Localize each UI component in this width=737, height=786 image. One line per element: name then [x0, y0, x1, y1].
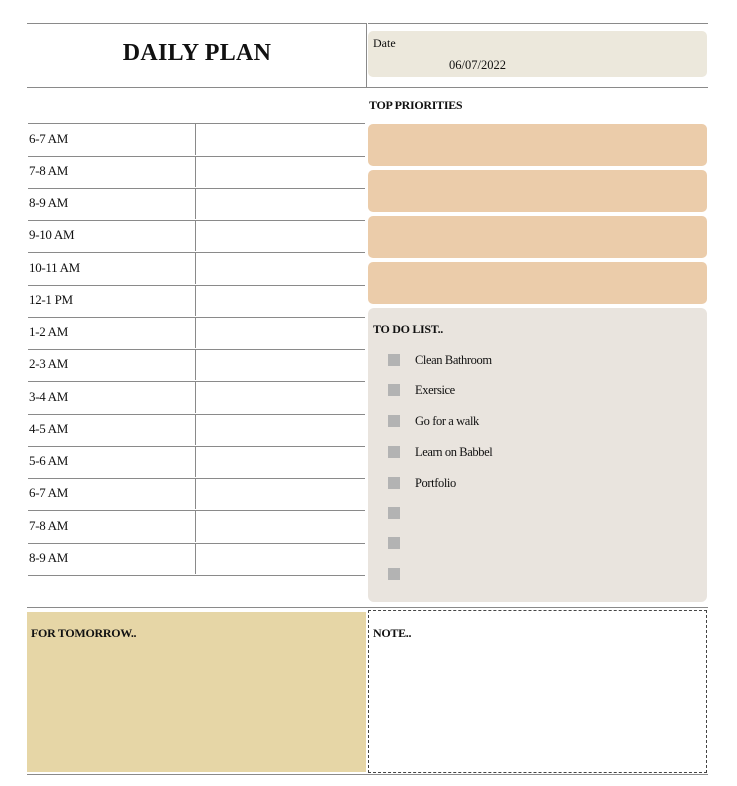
priority-field-2[interactable] — [368, 170, 707, 212]
schedule-row — [28, 478, 365, 511]
schedule-row — [28, 543, 365, 576]
date-label: Date — [373, 36, 396, 50]
schedule-entry[interactable] — [195, 156, 365, 187]
schedule-entry[interactable] — [195, 478, 365, 509]
schedule-row — [28, 285, 365, 318]
schedule-row — [28, 317, 365, 350]
schedule-time: 8-9 AM — [29, 550, 69, 565]
priority-field-3[interactable] — [368, 216, 707, 258]
page-title: DAILY PLAN — [122, 40, 272, 66]
priority-field-1[interactable] — [368, 124, 707, 166]
todo-item — [388, 567, 688, 583]
top-priorities-heading: TOP PRIORITIES — [369, 98, 463, 112]
schedule-time: 6-7 AM — [29, 131, 69, 146]
schedule-entry[interactable] — [195, 511, 365, 542]
schedule-time: 9-10 AM — [29, 227, 75, 242]
schedule-time: 7-8 AM — [29, 163, 69, 178]
todo-item — [388, 383, 688, 399]
top-border-left — [27, 23, 366, 24]
schedule-row — [28, 253, 365, 286]
schedule-row — [28, 124, 365, 157]
todo-item — [388, 476, 688, 492]
top-border-right — [368, 23, 708, 24]
schedule-row — [28, 382, 365, 415]
todo-item-text[interactable]: Clean Bathroom — [415, 353, 492, 367]
todo-item — [388, 506, 688, 522]
schedule-entry[interactable] — [195, 285, 365, 316]
schedule-row — [28, 414, 365, 447]
todo-list-heading: TO DO LIST.. — [373, 322, 443, 336]
for-tomorrow-box[interactable] — [27, 612, 366, 772]
todo-item-text[interactable]: Learn on Babbel — [415, 445, 493, 459]
schedule-row — [28, 349, 365, 382]
schedule-entry[interactable] — [195, 382, 365, 413]
todo-checkbox[interactable] — [388, 568, 400, 580]
schedule-entry[interactable] — [195, 349, 365, 380]
schedule-entry[interactable] — [195, 124, 365, 155]
schedule-time: 5-6 AM — [29, 453, 69, 468]
todo-item — [388, 445, 688, 461]
todo-item-text[interactable]: Exersice — [415, 383, 455, 397]
date-value[interactable]: 06/07/2022 — [449, 58, 506, 72]
schedule-time: 10-11 AM — [29, 260, 80, 275]
todo-item — [388, 353, 688, 369]
todo-item — [388, 536, 688, 552]
date-box[interactable] — [368, 31, 707, 77]
schedule-entry[interactable] — [195, 317, 365, 348]
schedule-row — [28, 156, 365, 189]
schedule-time: 12-1 PM — [29, 292, 73, 307]
todo-checkbox[interactable] — [388, 507, 400, 519]
todo-item-text[interactable]: Go for a walk — [415, 414, 479, 428]
schedule-time: 7-8 AM — [29, 518, 69, 533]
todo-item — [388, 414, 688, 430]
schedule-row — [28, 188, 365, 221]
bottom-section-divider — [27, 607, 708, 608]
schedule-row — [28, 446, 365, 479]
column-divider — [366, 23, 367, 88]
schedule-time: 3-4 AM — [29, 389, 69, 404]
note-heading: NOTE.. — [373, 626, 412, 640]
schedule-time: 4-5 AM — [29, 421, 69, 436]
schedule-entry[interactable] — [195, 220, 365, 251]
todo-checkbox[interactable] — [388, 354, 400, 366]
schedule-time: 2-3 AM — [29, 356, 69, 371]
todo-list-panel — [368, 308, 707, 602]
schedule-time: 6-7 AM — [29, 485, 69, 500]
todo-checkbox[interactable] — [388, 477, 400, 489]
todo-item-text[interactable]: Portfolio — [415, 476, 456, 490]
priority-field-4[interactable] — [368, 262, 707, 304]
schedule-row — [28, 511, 365, 544]
schedule-entry[interactable] — [195, 446, 365, 477]
schedule-entry[interactable] — [195, 188, 365, 219]
schedule-entry[interactable] — [195, 253, 365, 284]
note-box[interactable] — [368, 610, 707, 773]
bottom-border — [27, 774, 708, 775]
todo-checkbox[interactable] — [388, 446, 400, 458]
schedule-entry[interactable] — [195, 414, 365, 445]
todo-checkbox[interactable] — [388, 415, 400, 427]
header-divider — [27, 87, 708, 88]
schedule-time: 8-9 AM — [29, 195, 69, 210]
for-tomorrow-heading: FOR TOMORROW.. — [31, 626, 137, 640]
todo-checkbox[interactable] — [388, 537, 400, 549]
todo-checkbox[interactable] — [388, 384, 400, 396]
schedule-row — [28, 220, 365, 253]
schedule-entry[interactable] — [195, 543, 365, 574]
schedule-time: 1-2 AM — [29, 324, 69, 339]
